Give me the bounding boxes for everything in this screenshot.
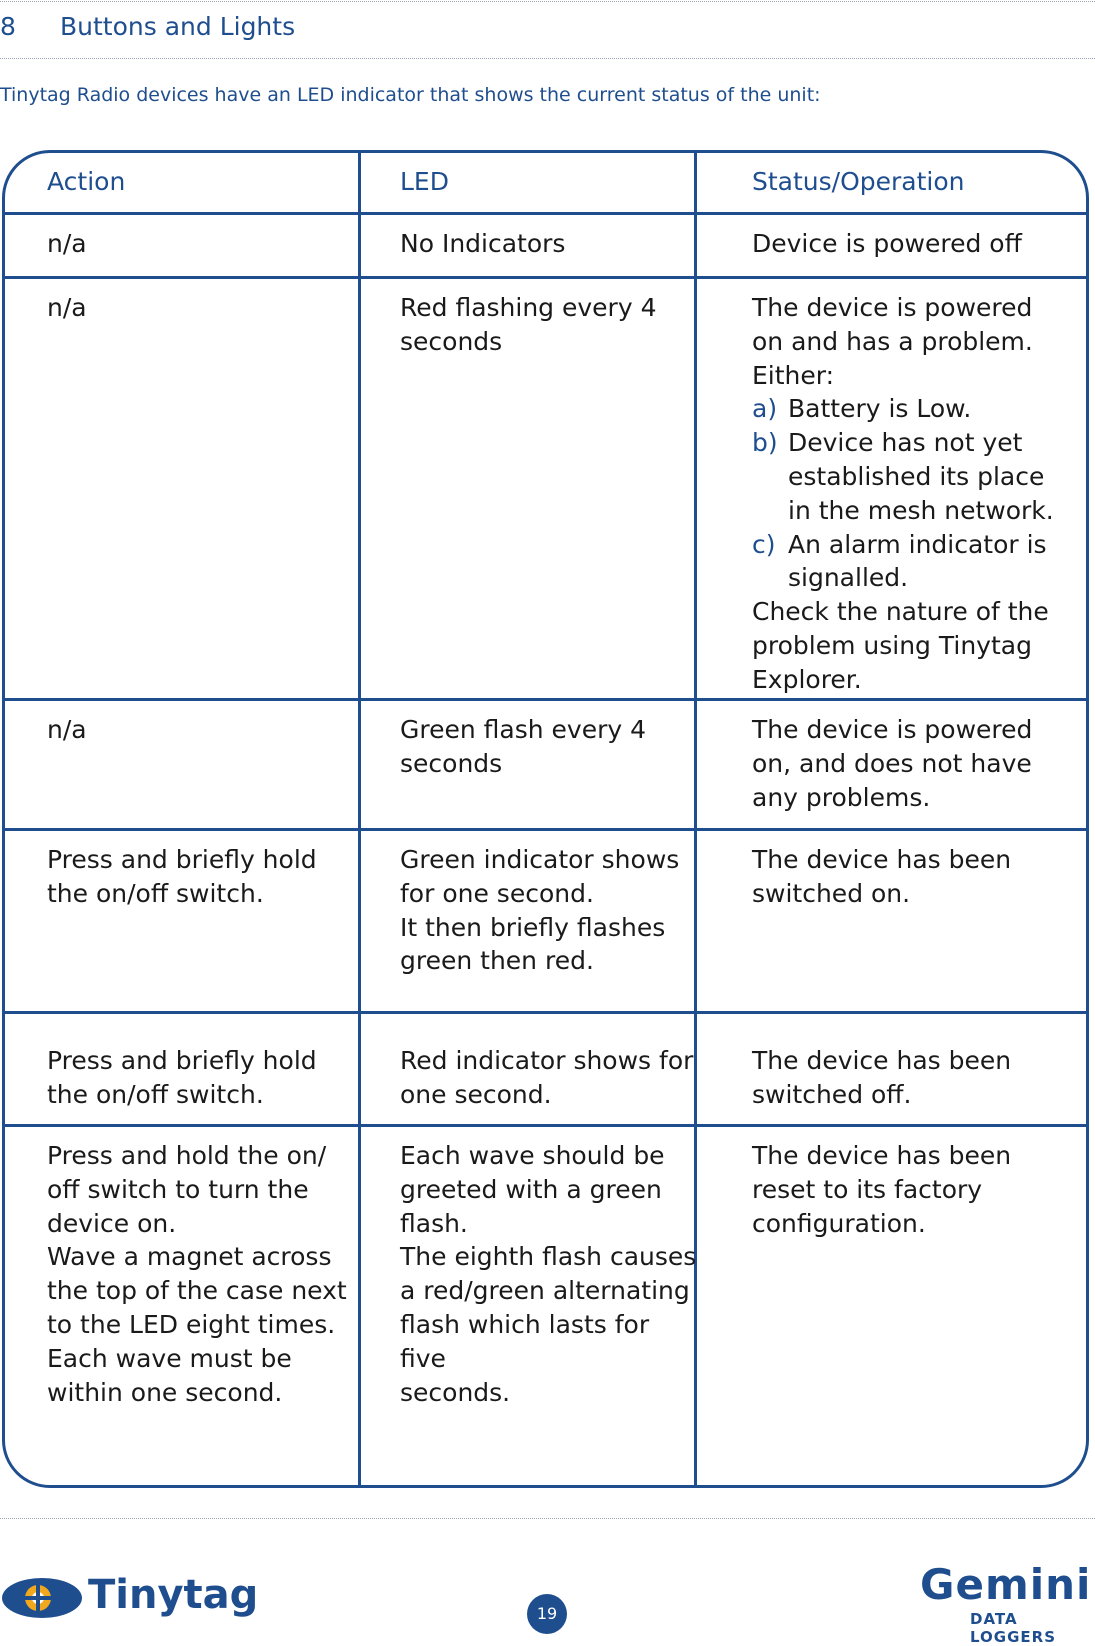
status-tail: Check the nature of the problem using Tinytag Explorer. bbox=[752, 597, 1049, 694]
table-row bbox=[5, 831, 1086, 1014]
list-marker: b) bbox=[752, 428, 778, 458]
cell-status: The device is powered on, and does not have any problems. bbox=[752, 715, 1033, 812]
section-title: Buttons and Lights bbox=[60, 12, 296, 41]
cell-status: The device has been switched on. bbox=[752, 845, 1012, 908]
header-status: Status/Operation bbox=[752, 167, 965, 196]
cell-action: n/a bbox=[47, 229, 87, 258]
cell-status: Device is powered off bbox=[752, 229, 1022, 258]
intro-text: Tinytag Radio devices have an LED indicator that shows the current status of the unit: bbox=[0, 84, 821, 106]
list-item bbox=[752, 426, 1062, 527]
gemini-tagline: DATA LOGGERS bbox=[970, 1610, 1056, 1646]
page-number: 19 bbox=[527, 1594, 567, 1634]
list-marker: a) bbox=[752, 394, 778, 424]
cell-led: Green indicator shows for one second. It then briefly flashes green then red. bbox=[400, 845, 680, 976]
cell-status bbox=[752, 291, 1062, 697]
cell-action: Press and hold the on/ off switch to turn the device on. Wave a magnet across the top of the case next to the LED eight times. Each wave must be within one second. bbox=[47, 1141, 347, 1407]
table-row bbox=[5, 701, 1086, 831]
list-text: An alarm indicator is signalled. bbox=[788, 529, 1047, 593]
cell-led: Green flash every 4 seconds bbox=[400, 715, 647, 778]
tinytag-logo bbox=[0, 1568, 259, 1628]
header-led: LED bbox=[400, 167, 449, 196]
list-marker: c) bbox=[752, 529, 776, 559]
cell-led: No Indicators bbox=[400, 229, 566, 258]
table-row bbox=[5, 215, 1086, 279]
cell-status: The device has been reset to its factory configuration. bbox=[752, 1141, 1012, 1238]
tinytag-wordmark: Tinytag bbox=[88, 1572, 259, 1618]
cell-led: Each wave should be greeted with a green flash. The eighth flash causes a red/green alternating flash which lasts for five seconds. bbox=[400, 1141, 697, 1407]
cell-action: Press and briefly hold the on/off switch. bbox=[47, 1046, 317, 1109]
header-action: Action bbox=[47, 167, 126, 196]
list-text: Device has not yet established its place in the mesh network. bbox=[788, 428, 1054, 525]
table-header-row bbox=[5, 153, 1086, 215]
cell-action: n/a bbox=[47, 715, 87, 744]
cell-led: Red flashing every 4 seconds bbox=[400, 293, 657, 356]
table-row bbox=[5, 1014, 1086, 1127]
list-item bbox=[752, 528, 1062, 596]
table-row bbox=[5, 1127, 1086, 1488]
cell-action: Press and briefly hold the on/off switch. bbox=[47, 845, 317, 908]
footer-divider bbox=[0, 1518, 1095, 1519]
led-status-table bbox=[2, 150, 1089, 1488]
top-divider bbox=[0, 1, 1095, 2]
table-row bbox=[5, 279, 1086, 701]
list-text: Battery is Low. bbox=[788, 394, 972, 424]
section-number: 8 bbox=[0, 12, 16, 41]
gemini-wordmark: Gemini bbox=[920, 1560, 1092, 1609]
status-lead: The device is powered on and has a problem. Either: bbox=[752, 293, 1033, 390]
list-item bbox=[752, 392, 1062, 426]
tinytag-target-icon bbox=[0, 1568, 84, 1628]
gemini-logo bbox=[920, 1560, 1095, 1646]
title-divider bbox=[0, 58, 1095, 59]
cell-status: The device has been switched off. bbox=[752, 1046, 1012, 1109]
cell-action: n/a bbox=[47, 293, 87, 322]
cell-led: Red indicator shows for one second. bbox=[400, 1046, 694, 1109]
